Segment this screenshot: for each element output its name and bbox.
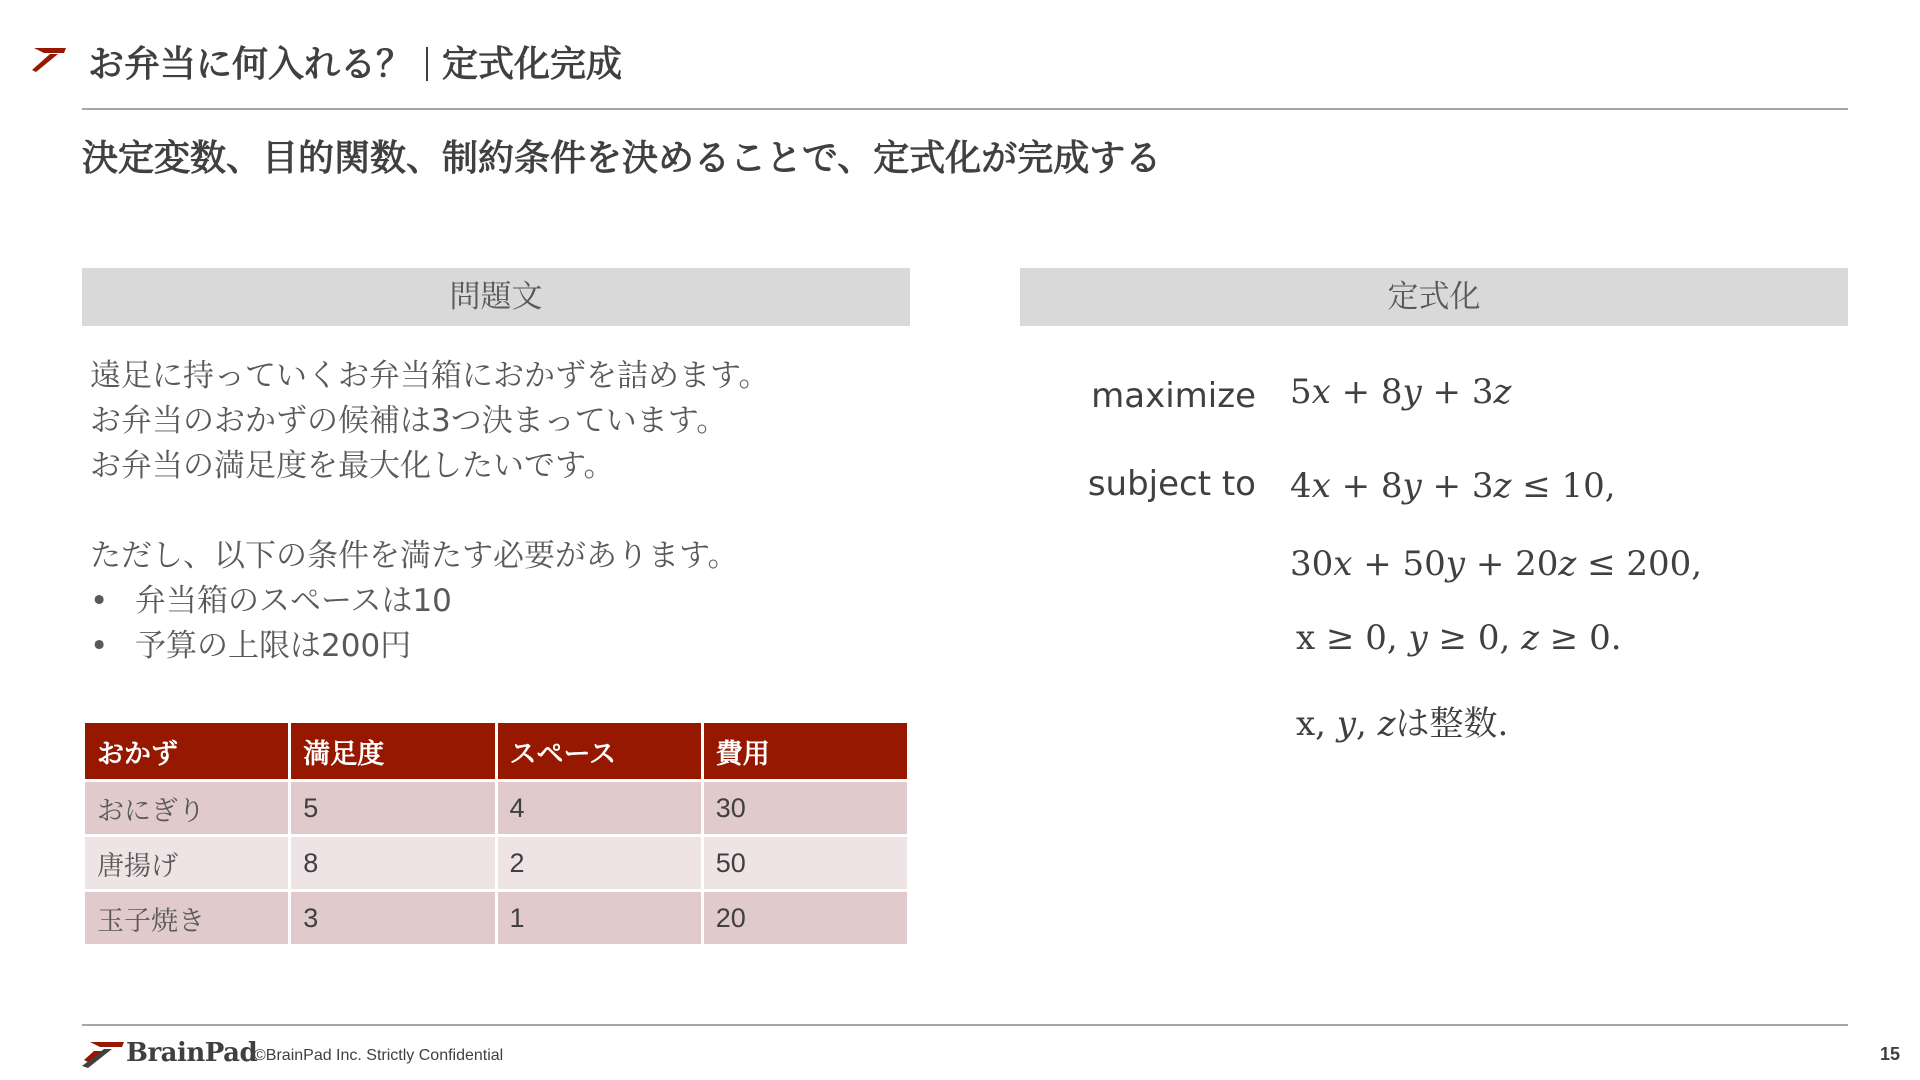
bullet-icon: • [90, 628, 109, 664]
table-cell: 4 [496, 781, 702, 836]
constraint-nonnegative: x ≥ 0, 𝑦 ≥ 0, 𝑧 ≥ 0. [1296, 618, 1622, 658]
maximize-label: maximize [1091, 376, 1256, 416]
problem-text [90, 354, 910, 669]
bullet-text: 予算の上限は200円 [135, 628, 412, 664]
title-main: お弁当に何入れる？ [88, 44, 413, 85]
brainpad-logo-text: BrainPad [126, 1038, 258, 1068]
paragraph-gap [90, 489, 910, 534]
bullet-icon: • [90, 583, 109, 619]
subject-to-label: subject to [1087, 464, 1256, 504]
footer-divider [82, 1024, 1848, 1026]
table-cell: 2 [496, 836, 702, 891]
table-row [84, 836, 909, 891]
footer-logo [82, 1038, 258, 1074]
problem-line: お弁当のおかずの候補は3つ決まっています。 [90, 403, 728, 439]
column-header: スペース [496, 722, 702, 781]
bullet-text: 弁当箱のスペースは10 [135, 583, 452, 619]
side-dish-table [82, 720, 910, 947]
constraint-space: 4𝑥 + 8𝑦 + 3𝑧 ≤ 10, [1290, 466, 1616, 506]
subtitle: 決定変数、目的関数、制約条件を決めることで、定式化が完成する [82, 138, 1162, 179]
bullet-item [90, 579, 910, 624]
title-sub: 定式化完成 [442, 44, 623, 85]
header-divider [82, 108, 1848, 110]
copyright-notice: ©BrainPad Inc. Strictly Confidential [254, 1047, 504, 1064]
constraint-budget: 30𝑥 + 50𝑦 + 20𝑧 ≤ 200, [1290, 544, 1703, 584]
column-header: 満足度 [290, 722, 496, 781]
brand-mark-icon [30, 48, 66, 72]
page-title [88, 36, 622, 87]
problem-heading: 問題文 [82, 268, 910, 326]
table-cell: 5 [290, 781, 496, 836]
page-number: 15 [1879, 1044, 1900, 1064]
table-cell: 30 [702, 781, 908, 836]
table-row [84, 891, 909, 946]
constraint-integer: x, 𝑦, 𝑧は整数. [1296, 704, 1509, 744]
table-cell: 20 [702, 891, 908, 946]
problem-line: お弁当の満足度を最大化したいです。 [90, 448, 615, 484]
problem-line: 遠足に持っていくお弁当箱におかずを詰めます。 [90, 358, 770, 394]
bullet-item [90, 624, 910, 669]
table-cell: 50 [702, 836, 908, 891]
table-cell: 玉子焼き [84, 891, 290, 946]
formulation-heading: 定式化 [1020, 268, 1848, 326]
brainpad-logo-icon [82, 1042, 124, 1068]
table-header-row [84, 722, 909, 781]
table-cell: 3 [290, 891, 496, 946]
table-cell: おにぎり [84, 781, 290, 836]
objective-function: 5𝑥 + 8𝑦 + 3𝑧 [1290, 372, 1512, 412]
column-header: おかず [84, 722, 290, 781]
column-header: 費用 [702, 722, 908, 781]
table-row [84, 781, 909, 836]
title-separator [426, 47, 428, 81]
table-cell: 唐揚げ [84, 836, 290, 891]
table-cell: 8 [290, 836, 496, 891]
table-cell: 1 [496, 891, 702, 946]
problem-line: ただし、以下の条件を満たす必要があります。 [90, 538, 739, 574]
